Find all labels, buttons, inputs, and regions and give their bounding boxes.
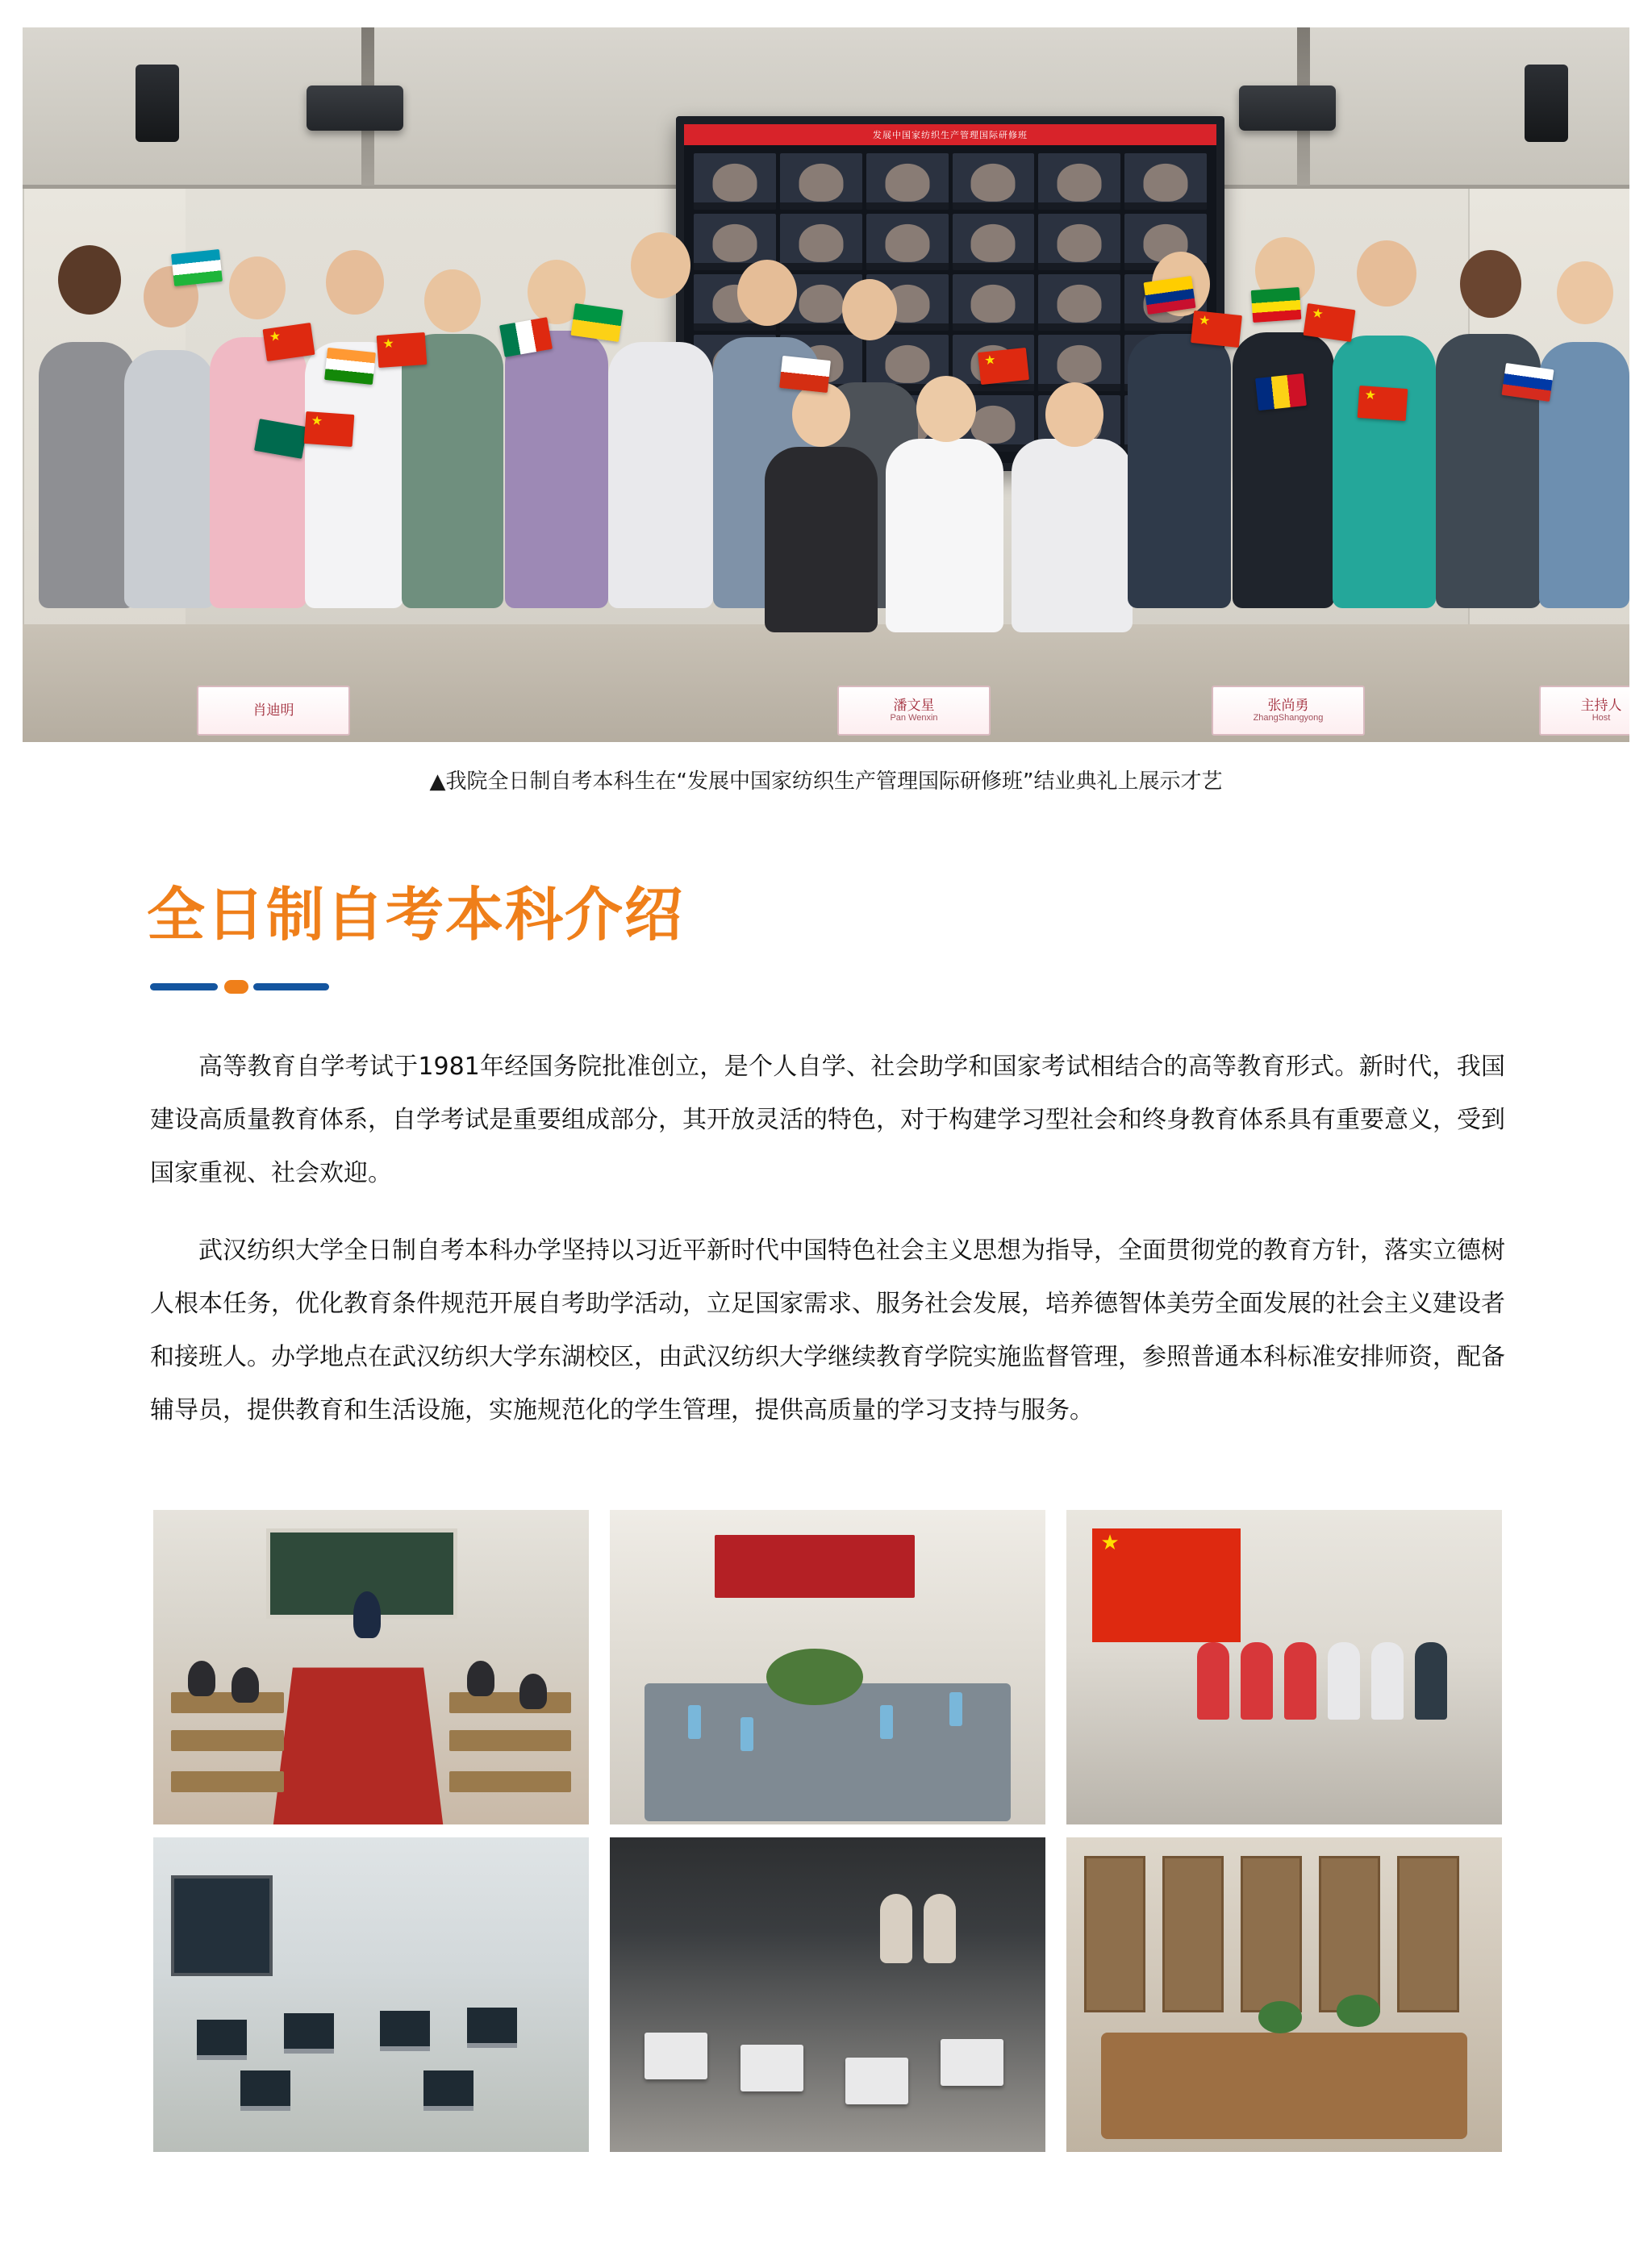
person-head xyxy=(424,269,481,332)
speaker-icon xyxy=(136,65,179,142)
screen-banner-text: 发展中国家纺织生产管理国际研修班 xyxy=(873,131,1028,140)
sewing-machine xyxy=(645,2033,707,2079)
flag-icon xyxy=(263,323,315,361)
person xyxy=(505,331,608,608)
photo-flag-ceremony xyxy=(1066,1510,1502,1824)
person-seated xyxy=(1012,439,1133,632)
person-head xyxy=(1460,250,1521,318)
flag-icon xyxy=(304,411,355,447)
monitor xyxy=(467,2008,517,2048)
projector-icon xyxy=(307,85,403,131)
person-head xyxy=(916,376,976,442)
person-head xyxy=(1357,240,1416,306)
bookshelf xyxy=(1162,1856,1224,2012)
student xyxy=(1371,1642,1404,1720)
flag-icon xyxy=(1251,287,1302,323)
person-seated xyxy=(765,447,878,632)
page-title: 全日制自考本科介绍 xyxy=(147,881,685,949)
person-head xyxy=(326,250,384,315)
person xyxy=(608,342,713,608)
water-bottle xyxy=(880,1705,893,1739)
nameplate-roman: Pan Wenxin xyxy=(890,713,938,724)
plant xyxy=(1337,1995,1380,2027)
group-photo-people xyxy=(23,229,1629,681)
sewing-machine xyxy=(941,2039,1003,2086)
bookshelf xyxy=(1397,1856,1458,2012)
desk xyxy=(171,1730,284,1751)
person xyxy=(1333,336,1436,608)
person xyxy=(1233,332,1334,608)
photo-gallery xyxy=(153,1510,1502,2152)
person-head xyxy=(58,245,121,315)
mannequin xyxy=(880,1894,912,1963)
person-head xyxy=(631,232,690,298)
desk xyxy=(449,1692,571,1713)
desk xyxy=(449,1771,571,1792)
desk xyxy=(171,1692,284,1713)
national-flag-icon xyxy=(1092,1528,1241,1641)
photo-computer-lab xyxy=(153,1837,589,2152)
photo-sewing-workshop xyxy=(610,1837,1045,2152)
flower-arrangement xyxy=(766,1649,863,1705)
flag-icon xyxy=(1191,311,1242,348)
person-head xyxy=(229,256,286,319)
display-screen xyxy=(171,1875,273,1976)
bookshelf xyxy=(1241,1856,1302,2012)
bookshelf xyxy=(1319,1856,1380,2012)
photo-caption: ▲我院全日制自考本科生在“发展中国家纺织生产管理国际研修班”结业典礼上展示才艺 xyxy=(429,769,1223,794)
sewing-machine xyxy=(845,2058,908,2104)
person xyxy=(1539,342,1629,608)
mannequin xyxy=(924,1894,956,1963)
flag-icon xyxy=(571,303,624,342)
person xyxy=(124,350,215,608)
monitor xyxy=(284,2013,334,2054)
body-copy xyxy=(150,1040,1505,1462)
photo-library xyxy=(1066,1837,1502,2152)
bookshelf xyxy=(1084,1856,1145,2012)
flag-icon xyxy=(324,348,376,385)
flag-icon xyxy=(377,332,428,368)
person-head xyxy=(1045,382,1103,447)
speaker-person xyxy=(353,1591,381,1638)
person xyxy=(402,334,503,608)
video-tile xyxy=(1038,153,1120,210)
student xyxy=(1328,1642,1360,1720)
person-head xyxy=(737,260,797,326)
rule-segment-right xyxy=(253,983,329,990)
person-seated xyxy=(886,439,1003,632)
student xyxy=(232,1667,259,1703)
desk xyxy=(171,1771,284,1792)
nameplate xyxy=(837,686,991,736)
event-banner xyxy=(715,1535,915,1598)
monitor xyxy=(197,2020,247,2060)
water-bottle xyxy=(949,1692,962,1726)
sewing-machine xyxy=(740,2045,803,2091)
plant xyxy=(1258,2001,1302,2033)
photo-lecture-hall xyxy=(153,1510,589,1824)
flag-icon xyxy=(171,249,223,286)
monitor xyxy=(423,2070,473,2111)
nameplate-name: 肖迪明 xyxy=(252,703,294,719)
video-tile xyxy=(866,153,949,210)
projector-icon xyxy=(1239,85,1336,131)
flag-icon xyxy=(1304,303,1356,342)
flag-icon xyxy=(978,348,1029,385)
student xyxy=(1197,1642,1229,1720)
flag-icon xyxy=(779,356,831,393)
video-tile xyxy=(1124,153,1207,210)
monitor xyxy=(240,2070,290,2111)
student xyxy=(1284,1642,1316,1720)
student xyxy=(467,1661,494,1696)
person-head xyxy=(1557,261,1613,324)
nameplate xyxy=(1539,686,1629,736)
rule-segment-left xyxy=(150,983,218,990)
student xyxy=(1415,1642,1447,1720)
nameplate-roman: Host xyxy=(1592,713,1611,724)
flag-icon xyxy=(1358,386,1408,421)
nameplate-name: 潘文星 xyxy=(893,697,935,713)
hero-photo xyxy=(23,27,1629,742)
photo-meeting-room xyxy=(610,1510,1045,1824)
nameplate xyxy=(1212,686,1365,736)
desk xyxy=(449,1730,571,1751)
student xyxy=(519,1674,547,1709)
nameplate xyxy=(197,686,350,736)
nameplate-roman: ZhangShangyong xyxy=(1253,713,1324,724)
student xyxy=(1241,1642,1273,1720)
nameplate-name: 张尚勇 xyxy=(1267,697,1309,713)
student xyxy=(188,1661,215,1696)
rule-accent-dot xyxy=(224,980,248,994)
person xyxy=(39,342,136,608)
water-bottle xyxy=(688,1705,701,1739)
flag-icon xyxy=(1144,276,1196,315)
water-bottle xyxy=(740,1717,753,1751)
video-tile xyxy=(694,153,776,210)
monitor xyxy=(380,2011,430,2051)
speaker-icon xyxy=(1525,65,1568,142)
red-carpet xyxy=(273,1667,444,1824)
flag-icon xyxy=(1502,363,1554,402)
paragraph-1: 高等教育自学考试于1981年经国务院批准创立，是个人自学、社会助学和国家考试相结合的高等教育形式。新时代，我国建设高质量教育体系，自学考试是重要组成部分，其开放灵活的特色，对于构建学习型社会和终身教育体系具有重要意义，受到国家重视、社会欢迎。 xyxy=(150,1053,1505,1187)
nameplate-name: 主持人 xyxy=(1580,697,1622,713)
person xyxy=(1128,334,1231,608)
screen-banner xyxy=(684,124,1216,145)
title-underline-rule xyxy=(150,980,329,993)
paragraph-2: 武汉纺织大学全日制自考本科办学坚持以习近平新时代中国特色社会主义思想为指导，全面贯彻党的教育方针，落实立德树人根本任务，优化教育条件规范开展自考助学活动，立足国家需求、服务社会发展，培养德智体美劳全面发展的社会主义建设者和接班人。办学地点在武汉纺织大学东湖校区，由武汉纺织大学继续教育学院实施监督管理，参照普通本科标准安排师资，配备辅导员，提供教育和生活设施，实施规范化的学生管理，提供高质量的学习支持与服务。 xyxy=(150,1236,1505,1424)
person xyxy=(210,337,307,608)
person-head xyxy=(842,279,897,340)
flag-icon xyxy=(1255,373,1307,411)
reading-table xyxy=(1101,2033,1467,2140)
video-tile xyxy=(780,153,862,210)
video-tile xyxy=(953,153,1035,210)
